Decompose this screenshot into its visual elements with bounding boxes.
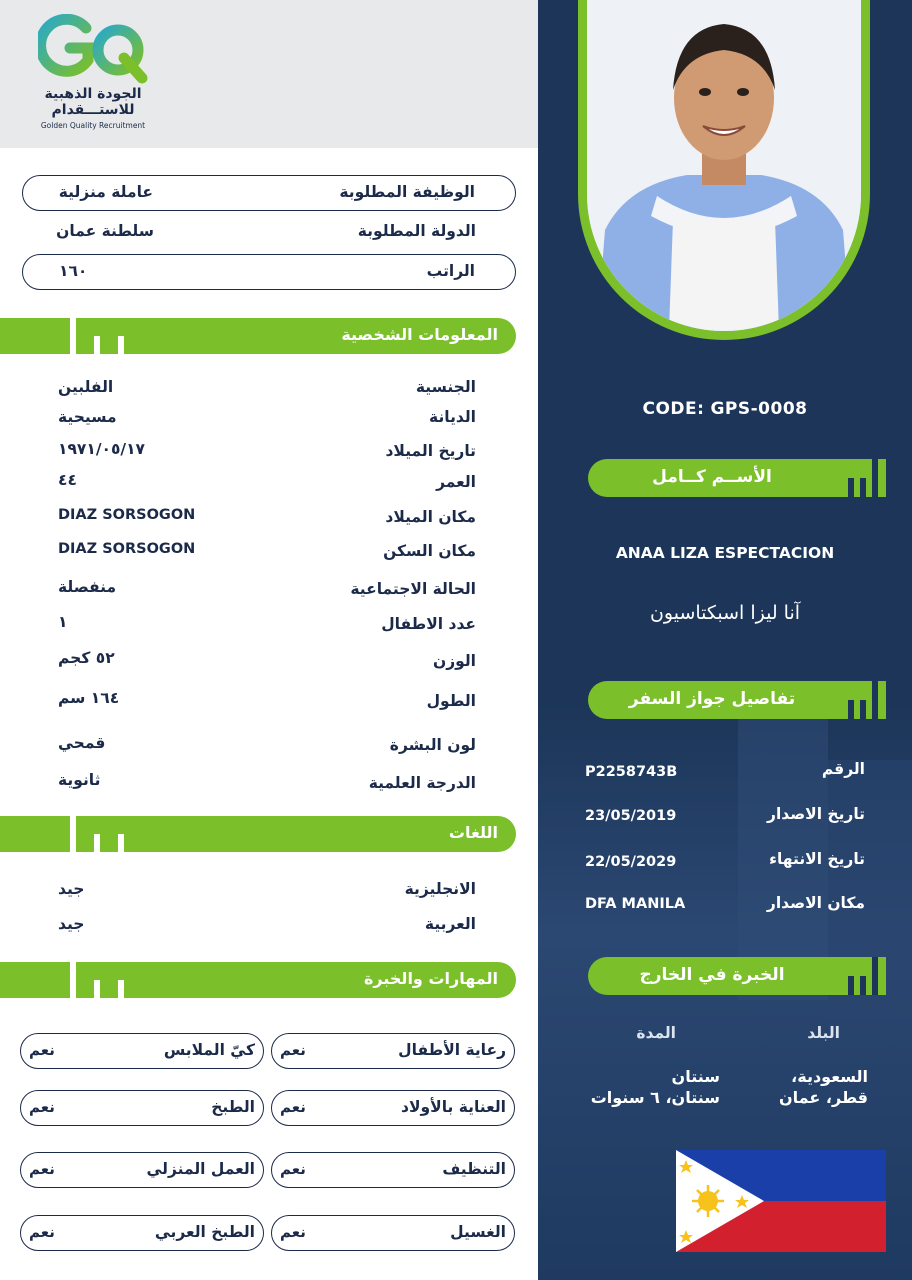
passport-row xyxy=(538,850,912,876)
skill-pill xyxy=(20,1215,264,1251)
logo-area xyxy=(0,0,538,148)
section-title: اللغات xyxy=(448,823,498,842)
passport-value: P2258743B xyxy=(585,764,678,780)
info-label: تاريخ الميلاد xyxy=(385,442,476,460)
name-english: ANAA LIZA ESPECTACION xyxy=(615,544,835,562)
skill-pill xyxy=(271,1033,515,1069)
info-value: ١ xyxy=(58,613,68,631)
info-row xyxy=(0,736,538,760)
info-value: جيد xyxy=(58,915,85,933)
section-title: الأســم كــامل xyxy=(652,467,772,487)
passport-value: 22/05/2029 xyxy=(585,854,677,870)
info-row xyxy=(0,508,538,532)
passport-label: تاريخ الانتهاء xyxy=(769,850,865,868)
info-value: قمحي xyxy=(58,734,106,752)
skill-pill xyxy=(271,1152,515,1188)
skill-value: نعم xyxy=(29,1041,55,1059)
info-row xyxy=(0,442,538,466)
gq-logo xyxy=(38,14,148,84)
info-row xyxy=(0,580,538,604)
philippines-flag-icon xyxy=(676,1150,886,1252)
info-row xyxy=(0,771,538,798)
skill-pill xyxy=(20,1033,264,1069)
skill-pill xyxy=(20,1152,264,1188)
skill-value: نعم xyxy=(29,1223,55,1241)
info-value: الفلبين xyxy=(58,378,114,396)
section-experience xyxy=(588,957,886,995)
info-value: ٥٢ كجم xyxy=(58,649,115,667)
skill-value: نعم xyxy=(280,1160,306,1178)
skill-name: الغسيل xyxy=(450,1223,506,1241)
logo-english-text: Golden Quality Recruitment xyxy=(40,121,146,130)
info-value: DIAZ SORSOGON xyxy=(58,507,196,523)
info-value: ١٦٤ سم xyxy=(58,689,120,707)
section-title: الخبرة في الخارج xyxy=(639,965,785,985)
skill-name: رعاية الأطفال xyxy=(398,1041,506,1059)
section-passport xyxy=(588,681,886,719)
photo-frame xyxy=(578,0,870,340)
info-label: عدد الاطفال xyxy=(381,615,476,633)
passport-value: 23/05/2019 xyxy=(585,808,677,824)
info-label: مكان السكن xyxy=(383,542,476,560)
job-label: الدولة المطلوبة xyxy=(357,222,476,240)
job-row-salary xyxy=(22,254,516,290)
section-title: المهارات والخبرة xyxy=(363,969,498,988)
passport-label: الرقم xyxy=(821,760,865,778)
section-languages xyxy=(0,816,516,852)
skill-name: العناية بالأولاد xyxy=(401,1098,506,1116)
info-row xyxy=(0,615,538,639)
code-label: CODE: xyxy=(642,399,705,419)
info-label: العربية xyxy=(424,915,476,933)
info-row xyxy=(0,880,538,904)
info-label: الحالة الاجتماعية xyxy=(350,580,476,598)
passport-row xyxy=(538,894,912,920)
job-row-country xyxy=(22,215,516,251)
job-label: الراتب xyxy=(426,262,475,280)
skill-pill xyxy=(271,1090,515,1126)
profile-photo xyxy=(587,0,861,331)
experience-duration: سنتان سنتان، ٦ سنوات xyxy=(590,1067,720,1107)
job-label: الوظيفة المطلوبة xyxy=(339,183,475,201)
skill-name: التنظيف xyxy=(442,1160,506,1178)
info-label: الوزن xyxy=(432,652,476,670)
info-value: مسيحية xyxy=(58,408,117,426)
skill-pill xyxy=(20,1090,264,1126)
section-skills xyxy=(0,962,516,998)
info-label: لون البشرة xyxy=(389,736,476,754)
skill-pill xyxy=(271,1215,515,1251)
info-row xyxy=(0,915,538,939)
info-label: الجنسية xyxy=(415,378,476,396)
section-full-name xyxy=(588,459,886,497)
info-value: ١٩٧١/٠٥/١٧ xyxy=(58,440,146,458)
skill-value: نعم xyxy=(280,1041,306,1059)
passport-value: DFA MANILA xyxy=(585,896,686,912)
info-label: الدرجة العلمية xyxy=(368,774,476,792)
experience-country: السعودية، قطر، عمان xyxy=(779,1067,868,1107)
info-row xyxy=(0,649,538,676)
info-row xyxy=(0,689,538,716)
passport-row xyxy=(538,805,912,831)
info-row xyxy=(0,542,538,566)
code-value: GPS-0008 xyxy=(710,399,808,419)
skill-value: نعم xyxy=(29,1160,55,1178)
person-icon xyxy=(587,0,861,331)
job-value: ١٦٠ xyxy=(59,262,88,280)
skill-name: العمل المنزلي xyxy=(146,1160,255,1178)
skill-name: الطبخ xyxy=(211,1098,255,1116)
job-row-position xyxy=(22,175,516,211)
info-row xyxy=(0,378,538,402)
name-arabic: آنا ليزا اسبكتاسيون xyxy=(649,602,801,624)
info-row xyxy=(0,408,538,432)
code-text xyxy=(538,399,912,419)
experience-country-header: البلد xyxy=(807,1024,840,1042)
skill-value: نعم xyxy=(280,1098,306,1116)
info-value: ٤٤ xyxy=(58,471,77,489)
info-value: ثانوية xyxy=(58,771,101,789)
passport-label: مكان الاصدار xyxy=(766,894,865,912)
info-label: العمر xyxy=(436,473,476,491)
passport-row xyxy=(538,760,912,786)
info-label: الطول xyxy=(426,692,476,710)
skill-value: نعم xyxy=(29,1098,55,1116)
job-value: سلطنة عمان xyxy=(56,222,154,240)
logo-arabic-text: الجودة الذهبية للاستـــقدام xyxy=(44,86,142,118)
right-panel xyxy=(538,0,912,1280)
info-label: الانجليزية xyxy=(404,880,476,898)
job-value: عاملة منزلية xyxy=(58,183,153,201)
skill-name: الطبخ العربي xyxy=(154,1223,255,1241)
section-title: المعلومات الشخصية xyxy=(341,325,498,344)
info-label: الديانة xyxy=(429,408,476,426)
skill-name: كيّ الملابس xyxy=(163,1041,255,1059)
skill-value: نعم xyxy=(280,1223,306,1241)
info-value: DIAZ SORSOGON xyxy=(58,541,196,557)
info-label: مكان الميلاد xyxy=(385,508,476,526)
info-row xyxy=(0,473,538,497)
info-value: منفصلة xyxy=(58,578,117,596)
passport-label: تاريخ الاصدار xyxy=(767,805,865,823)
experience-duration-header: المدة xyxy=(636,1024,676,1042)
section-personal-info xyxy=(0,318,516,354)
info-value: جيد xyxy=(58,880,85,898)
section-title: تفاصيل جواز السفر xyxy=(628,689,796,709)
